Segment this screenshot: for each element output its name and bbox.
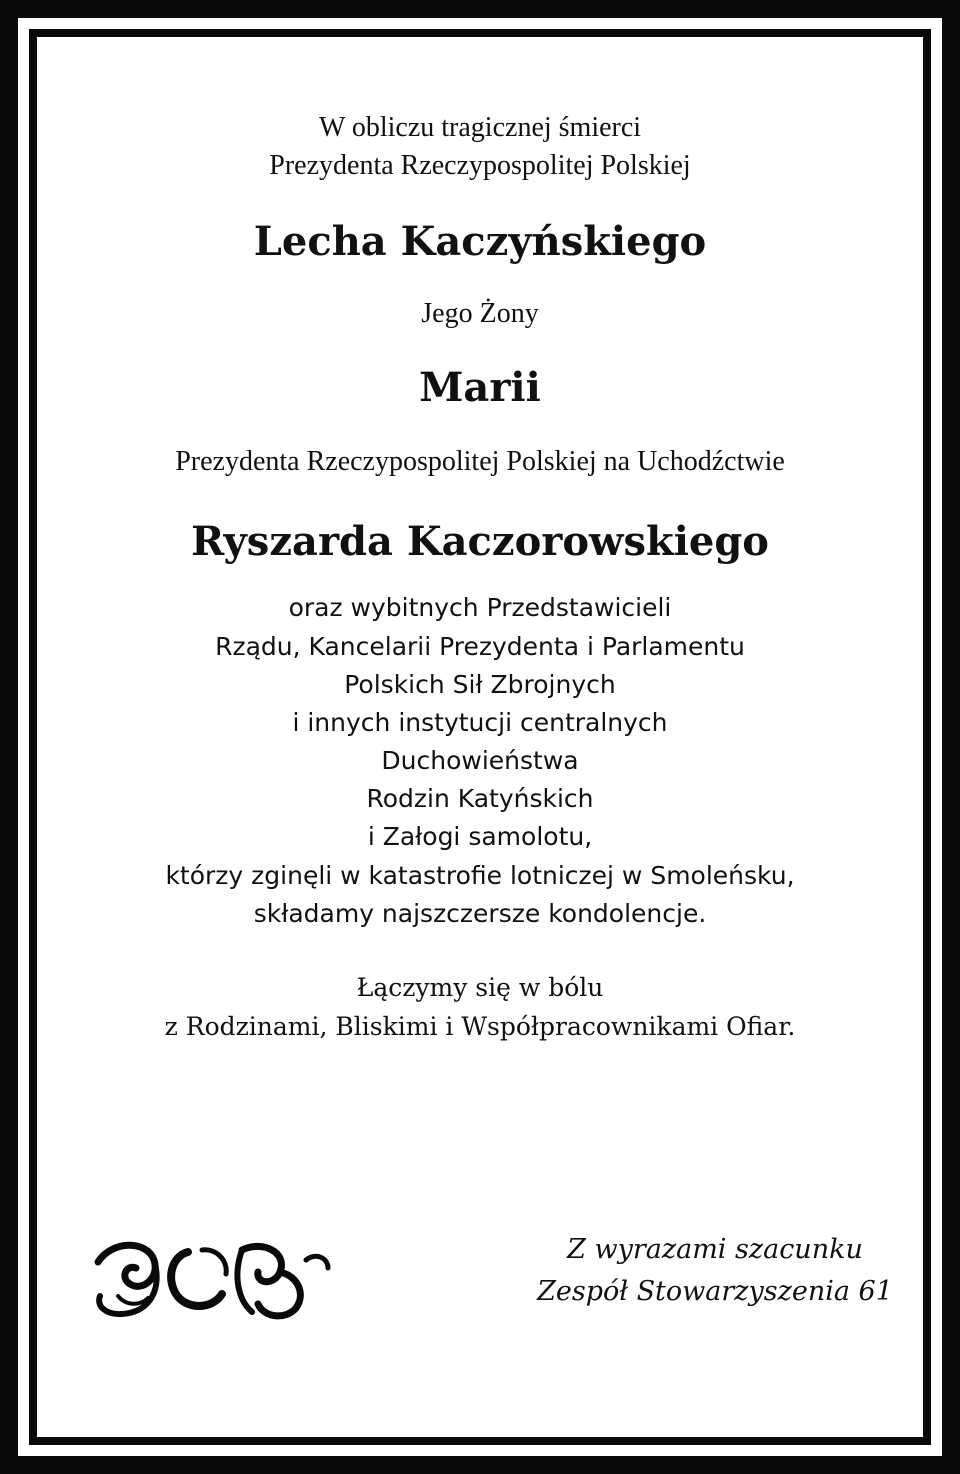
tribute-line: Rządu, Kancelarii Prezydenta i Parlamentu [215,632,745,661]
tribute-line: i innych instytucji centralnych [292,708,668,737]
tribute-line: którzy zginęli w katastrofie lotniczej w Smoleńsku, [165,861,795,890]
tribute-line: Rodzin Katyńskich [366,784,594,813]
closing-line-1: Łączymy się w bólu [356,973,604,1002]
exile-president-label: Prezydenta Rzeczypospolitej Polskiej na Uchodźctwie [175,446,785,477]
exile-president-name: Ryszarda Kaczorowskiego [191,518,769,565]
signature-line-2: Zespół Stowarzyszenia 61 [537,1276,893,1307]
intro-line-1: W obliczu tragicznej śmierci [318,112,642,143]
intro-line-2: Prezydenta Rzeczypospolitej Polskiej [269,150,691,181]
floral-ornament-icon [92,1232,334,1324]
wife-label: Jego Żony [421,298,539,329]
tribute-line: oraz wybitnych Przedstawicieli [288,593,672,622]
closing-line-2: z Rodzinami, Bliskimi i Współpracownikami Ofiar. [164,1012,796,1041]
tribute-line: Polskich Sił Zbrojnych [344,670,616,699]
tribute-line: składamy najszczersze kondolencje. [253,899,707,928]
tribute-line: i Załogi samolotu, [367,822,593,851]
signature-line-1: Z wyrazami szacunku [567,1234,863,1265]
president-name: Lecha Kaczyńskiego [253,218,707,265]
tribute-line: Duchowieństwa [381,746,579,775]
wife-name: Marii [419,364,541,411]
